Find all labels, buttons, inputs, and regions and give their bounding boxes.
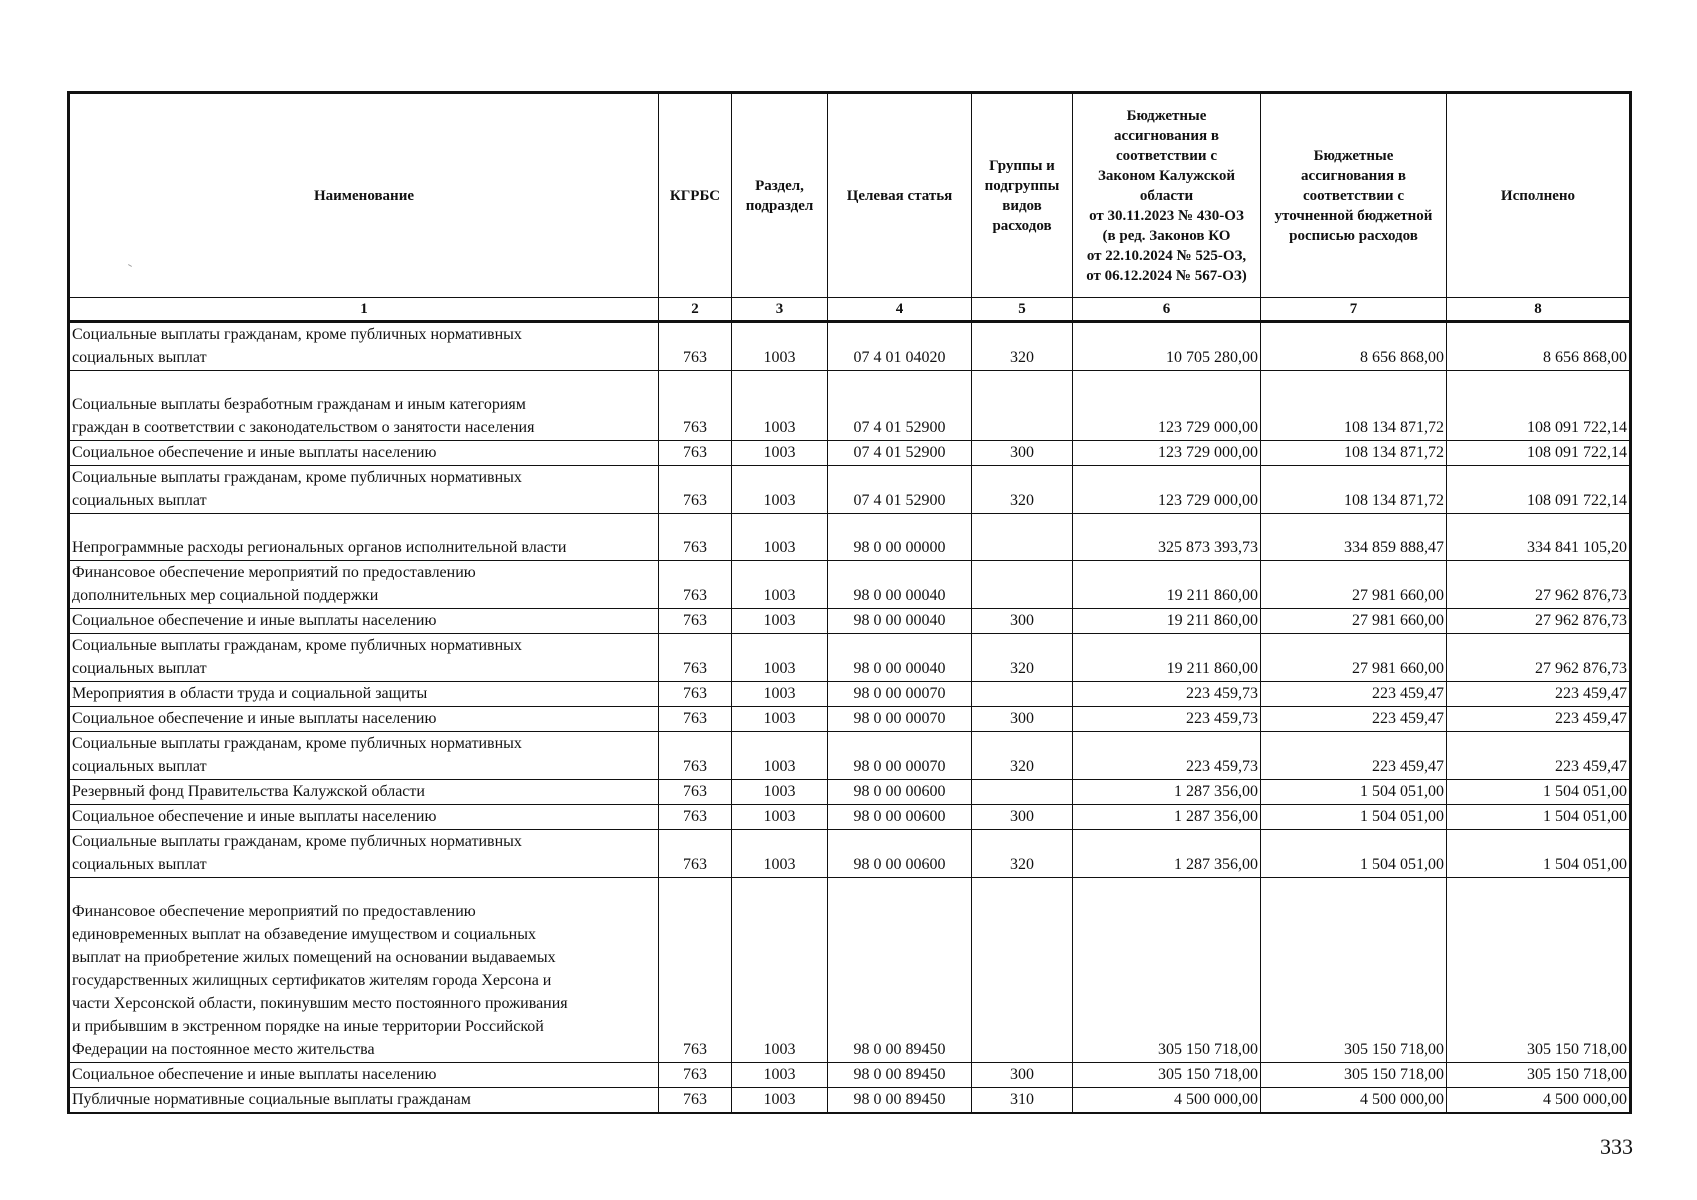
cell-target-article: 98 0 00 00600 [828,780,972,805]
cell-target-article: 98 0 00 00600 [828,805,972,830]
cell-razdel: 1003 [732,371,828,441]
cell-kgrbs: 763 [659,707,732,732]
table-row [69,514,1631,561]
cell-name [69,514,659,561]
cell-target-article: 98 0 00 00070 [828,707,972,732]
cell-name-line [72,371,656,393]
header-plan-line: от 30.11.2023 № 430-ОЗ [1089,207,1244,224]
cell-kgrbs: 763 [659,441,732,466]
header-plan-line: ассигнования в [1114,127,1219,144]
cell-target-article: 07 4 01 52900 [828,466,972,514]
cell-name-line: и прибывшим в экстренном порядке на иные территории Российской [72,1018,544,1035]
cell-refined-amount: 223 459,47 [1261,732,1447,780]
cell-name [69,322,659,371]
cell-name-line: Федерации на постоянное место жительства [72,1041,375,1058]
header-name: Наименование [69,93,659,298]
header-plan-line: соответствии с [1116,147,1217,164]
cell-name [69,441,659,466]
table-row [69,634,1631,682]
table-row [69,609,1631,634]
cell-target-article: 98 0 00 00070 [828,732,972,780]
cell-razdel: 1003 [732,441,828,466]
cell-name-line: Непрограммные расходы региональных органов исполнительной власти [72,539,567,556]
table-row [69,707,1631,732]
table-body [69,322,1631,1114]
table-row [69,561,1631,609]
cell-name-line: Финансовое обеспечение мероприятий по предоставлению [72,903,476,920]
table-row [69,1088,1631,1114]
header-plan-line: от 06.12.2024 № 567-ОЗ) [1086,267,1247,284]
column-number: 6 [1073,298,1261,322]
column-number: 2 [659,298,732,322]
cell-name-line: Социальные выплаты гражданам, кроме публичных нормативных [72,735,522,752]
budget-execution-table [67,91,1632,1114]
cell-name [69,561,659,609]
header-plan-line: от 22.10.2024 № 525-ОЗ, [1086,247,1247,264]
cell-kgrbs: 763 [659,561,732,609]
cell-name-line: Социальное обеспечение и иные выплаты населению [72,612,437,629]
cell-name [69,371,659,441]
cell-name-line: Резервный фонд Правительства Калужской области [72,783,425,800]
cell-name-line: Социальное обеспечение и иные выплаты населению [72,808,437,825]
cell-name-line: социальных выплат [72,492,207,509]
cell-plan-amount: 223 459,73 [1073,682,1261,707]
cell-expense-group [972,561,1073,609]
table-row [69,466,1631,514]
cell-executed-amount: 8 656 868,00 [1447,322,1631,371]
cell-refined-amount: 305 150 718,00 [1261,1063,1447,1088]
cell-expense-group [972,371,1073,441]
header-kgrbs: КГРБС [659,93,732,298]
cell-refined-amount: 27 981 660,00 [1261,609,1447,634]
cell-razdel: 1003 [732,732,828,780]
cell-target-article: 98 0 00 89450 [828,1088,972,1114]
cell-plan-amount: 4 500 000,00 [1073,1088,1261,1114]
cell-executed-amount: 223 459,47 [1447,682,1631,707]
column-numbers-row [69,298,1631,322]
cell-kgrbs: 763 [659,805,732,830]
cell-kgrbs: 763 [659,878,732,1063]
cell-razdel: 1003 [732,878,828,1063]
cell-target-article: 98 0 00 00040 [828,561,972,609]
cell-razdel: 1003 [732,514,828,561]
cell-plan-amount: 123 729 000,00 [1073,466,1261,514]
header-refined [1261,93,1447,298]
cell-name [69,1063,659,1088]
cell-name-line: граждан в соответствии с законодательством о занятости населения [72,419,535,436]
cell-refined-amount: 223 459,47 [1261,682,1447,707]
cell-plan-amount: 123 729 000,00 [1073,441,1261,466]
cell-kgrbs: 763 [659,371,732,441]
cell-razdel: 1003 [732,707,828,732]
cell-executed-amount: 1 504 051,00 [1447,805,1631,830]
cell-name-line [72,878,656,900]
cell-target-article: 98 0 00 00600 [828,830,972,878]
cell-name-line: части Херсонской области, покинувшим место постоянного проживания [72,995,568,1012]
cell-refined-amount: 27 981 660,00 [1261,561,1447,609]
cell-name [69,780,659,805]
cell-name-line: Социальные выплаты безработным гражданам и иным категориям [72,396,526,413]
cell-refined-amount: 4 500 000,00 [1261,1088,1447,1114]
cell-name-line: единовременных выплат на обзаведение имуществом и социальных [72,926,536,943]
column-number: 4 [828,298,972,322]
cell-kgrbs: 763 [659,682,732,707]
cell-razdel: 1003 [732,634,828,682]
cell-name-line: Социальное обеспечение и иные выплаты населению [72,710,437,727]
header-refined-line: Бюджетные [1313,147,1394,164]
cell-executed-amount: 108 091 722,14 [1447,441,1631,466]
cell-expense-group: 320 [972,466,1073,514]
cell-refined-amount: 334 859 888,47 [1261,514,1447,561]
cell-kgrbs: 763 [659,609,732,634]
cell-expense-group: 300 [972,441,1073,466]
cell-expense-group: 320 [972,634,1073,682]
cell-name [69,634,659,682]
cell-name [69,707,659,732]
header-plan-line: (в ред. Законов КО [1102,227,1231,244]
cell-name-line: социальных выплат [72,660,207,677]
cell-kgrbs: 763 [659,322,732,371]
cell-target-article: 98 0 00 00040 [828,609,972,634]
cell-refined-amount: 108 134 871,72 [1261,466,1447,514]
cell-plan-amount: 305 150 718,00 [1073,1063,1261,1088]
header-target: Целевая статья [828,93,972,298]
cell-refined-amount: 108 134 871,72 [1261,371,1447,441]
cell-name-line [72,514,656,536]
cell-name [69,732,659,780]
cell-executed-amount: 305 150 718,00 [1447,1063,1631,1088]
cell-refined-amount: 223 459,47 [1261,707,1447,732]
cell-executed-amount: 27 962 876,73 [1447,561,1631,609]
column-number: 5 [972,298,1073,322]
cell-executed-amount: 223 459,47 [1447,707,1631,732]
cell-name-line: Социальные выплаты гражданам, кроме публичных нормативных [72,637,522,654]
cell-plan-amount: 305 150 718,00 [1073,878,1261,1063]
cell-expense-group [972,878,1073,1063]
cell-kgrbs: 763 [659,514,732,561]
header-razdel: Раздел, подраздел [732,93,828,298]
cell-name-line: социальных выплат [72,856,207,873]
cell-name [69,1088,659,1114]
cell-plan-amount: 325 873 393,73 [1073,514,1261,561]
cell-executed-amount: 223 459,47 [1447,732,1631,780]
cell-razdel: 1003 [732,805,828,830]
cell-executed-amount: 305 150 718,00 [1447,878,1631,1063]
cell-razdel: 1003 [732,322,828,371]
cell-refined-amount: 1 504 051,00 [1261,830,1447,878]
cell-name-line: социальных выплат [72,349,207,366]
cell-name-line: выплат на приобретение жилых помещений на основании выдаваемых [72,949,556,966]
column-number: 7 [1261,298,1447,322]
header-refined-line: уточненной бюджетной [1274,207,1433,224]
cell-plan-amount: 1 287 356,00 [1073,780,1261,805]
table-row [69,732,1631,780]
cell-target-article: 98 0 00 89450 [828,878,972,1063]
table-row [69,805,1631,830]
cell-executed-amount: 108 091 722,14 [1447,466,1631,514]
header-plan-line: области [1139,187,1194,204]
cell-name-line: дополнительных мер социальной поддержки [72,587,379,604]
cell-executed-amount: 334 841 105,20 [1447,514,1631,561]
cell-target-article: 07 4 01 04020 [828,322,972,371]
cell-plan-amount: 1 287 356,00 [1073,805,1261,830]
cell-executed-amount: 1 504 051,00 [1447,780,1631,805]
cell-expense-group [972,682,1073,707]
cell-razdel: 1003 [732,780,828,805]
cell-refined-amount: 1 504 051,00 [1261,805,1447,830]
header-plan-line: Законом Калужской [1097,167,1236,184]
cell-expense-group: 320 [972,732,1073,780]
table-row [69,830,1631,878]
cell-expense-group: 310 [972,1088,1073,1114]
cell-name-line: социальных выплат [72,758,207,775]
cell-expense-group: 300 [972,1063,1073,1088]
header-plan [1073,93,1261,298]
cell-name-line: государственных жилищных сертификатов жителям города Херсона и [72,972,552,989]
cell-name-line: Социальное обеспечение и иные выплаты населению [72,444,437,461]
table-row [69,322,1631,371]
table-row [69,371,1631,441]
cell-plan-amount: 123 729 000,00 [1073,371,1261,441]
cell-refined-amount: 108 134 871,72 [1261,441,1447,466]
cell-target-article: 98 0 00 00040 [828,634,972,682]
header-group: Группы и подгруппы видов расходов [972,93,1073,298]
column-number: 1 [69,298,659,322]
table-row [69,780,1631,805]
cell-executed-amount: 4 500 000,00 [1447,1088,1631,1114]
column-number: 8 [1447,298,1631,322]
cell-name [69,805,659,830]
cell-name-line: Социальное обеспечение и иные выплаты населению [72,1066,437,1083]
cell-razdel: 1003 [732,682,828,707]
cell-name [69,878,659,1063]
cell-refined-amount: 305 150 718,00 [1261,878,1447,1063]
cell-executed-amount: 27 962 876,73 [1447,609,1631,634]
header-plan-lines [1074,106,1259,286]
cell-razdel: 1003 [732,561,828,609]
cell-plan-amount: 1 287 356,00 [1073,830,1261,878]
cell-target-article: 07 4 01 52900 [828,441,972,466]
cell-razdel: 1003 [732,466,828,514]
cell-plan-amount: 19 211 860,00 [1073,609,1261,634]
header-done: Исполнено [1447,93,1631,298]
column-number: 3 [732,298,828,322]
table-row [69,1063,1631,1088]
cell-target-article: 98 0 00 00000 [828,514,972,561]
cell-name [69,830,659,878]
cell-kgrbs: 763 [659,1063,732,1088]
cell-kgrbs: 763 [659,732,732,780]
cell-plan-amount: 223 459,73 [1073,732,1261,780]
cell-plan-amount: 19 211 860,00 [1073,634,1261,682]
cell-expense-group [972,514,1073,561]
cell-name-line: Социальные выплаты гражданам, кроме публичных нормативных [72,326,522,343]
table-row [69,441,1631,466]
cell-refined-amount: 27 981 660,00 [1261,634,1447,682]
header-refined-lines [1263,146,1444,246]
cell-expense-group [972,780,1073,805]
cell-plan-amount: 223 459,73 [1073,707,1261,732]
cell-refined-amount: 1 504 051,00 [1261,780,1447,805]
header-plan-line: Бюджетные [1126,107,1207,124]
header-refined-line: ассигнования в [1301,167,1406,184]
cell-expense-group: 300 [972,609,1073,634]
cell-executed-amount: 27 962 876,73 [1447,634,1631,682]
cell-executed-amount: 108 091 722,14 [1447,371,1631,441]
cell-expense-group: 300 [972,707,1073,732]
cell-kgrbs: 763 [659,466,732,514]
page-number: 333 [1600,1134,1633,1159]
cell-razdel: 1003 [732,1088,828,1114]
cell-name-line: Публичные нормативные социальные выплаты гражданам [72,1091,471,1108]
cell-razdel: 1003 [732,609,828,634]
table-header [69,93,1631,322]
cell-executed-amount: 1 504 051,00 [1447,830,1631,878]
cell-name [69,466,659,514]
header-refined-line: соответствии с [1303,187,1404,204]
cell-name [69,682,659,707]
cell-kgrbs: 763 [659,830,732,878]
cell-kgrbs: 763 [659,780,732,805]
cell-target-article: 98 0 00 89450 [828,1063,972,1088]
cell-name-line: Мероприятия в области труда и социальной защиты [72,685,428,702]
cell-target-article: 98 0 00 00070 [828,682,972,707]
cell-plan-amount: 19 211 860,00 [1073,561,1261,609]
cell-name [69,609,659,634]
cell-expense-group: 300 [972,805,1073,830]
cell-razdel: 1003 [732,830,828,878]
cell-name-line: Социальные выплаты гражданам, кроме публичных нормативных [72,833,522,850]
cell-expense-group: 320 [972,830,1073,878]
table-row [69,878,1631,1063]
table-row [69,682,1631,707]
cell-refined-amount: 8 656 868,00 [1261,322,1447,371]
cell-plan-amount: 10 705 280,00 [1073,322,1261,371]
cell-name-line: Социальные выплаты гражданам, кроме публичных нормативных [72,469,522,486]
cell-expense-group: 320 [972,322,1073,371]
cell-target-article: 07 4 01 52900 [828,371,972,441]
cell-kgrbs: 763 [659,1088,732,1114]
cell-kgrbs: 763 [659,634,732,682]
cell-razdel: 1003 [732,1063,828,1088]
header-refined-line: росписью расходов [1289,227,1418,244]
cell-name-line: Финансовое обеспечение мероприятий по предоставлению [72,564,476,581]
